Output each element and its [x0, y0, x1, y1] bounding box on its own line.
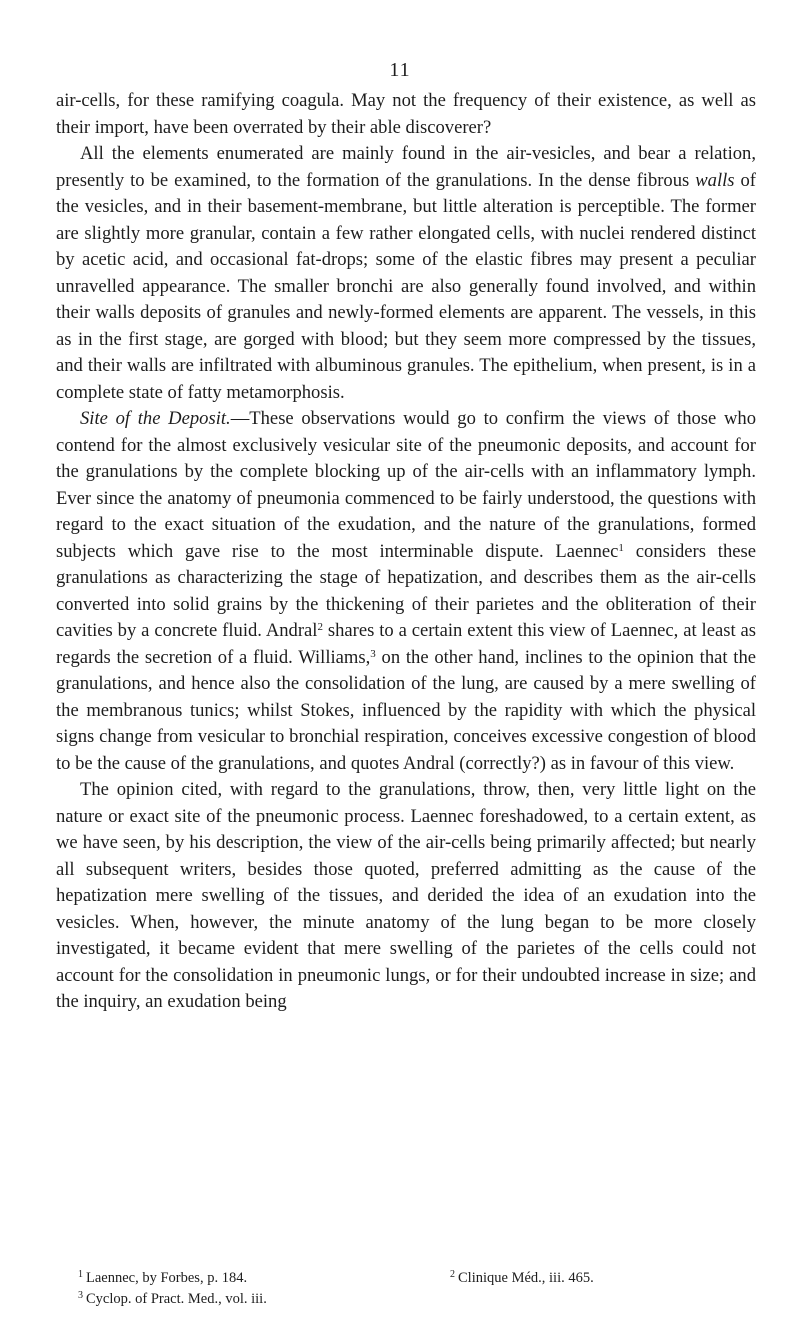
footnote-1-mark: 1 [78, 1269, 83, 1280]
footnote-2 [450, 1268, 758, 1289]
paragraph-1 [56, 88, 756, 141]
footnote-2-text: Clinique Méd., iii. 465. [458, 1270, 594, 1286]
footnote-2-mark: 2 [450, 1269, 455, 1280]
footnote-ref-3: 3 [370, 647, 376, 660]
footnote-ref-2: 2 [317, 621, 323, 633]
paragraph-2 [56, 141, 756, 406]
paragraph-2-text-rest: of the vesicles, and in their basement-membrane, but little alteration is perceptible. The former are slightly more granular, contain a few rather elongated cells, with nuclei rendered distinct by acetic acid, and occasional fat-drops; some of the elastic fibres may present a peculiar unravelled appearance. The smaller bronchi are also generally found involved, and within their walls deposits of granules and newly-formed elements are apparent. The vessels, in this as in the first stage, are gorged with blood; but they seem more compressed by the tissues, and their walls are infiltrated with albuminous granules. The epithelium, when present, is in a complete state of fatty metamorphosis. [56, 169, 756, 403]
section-heading-site-of-deposit: Site of the Deposit. [80, 408, 231, 429]
footnotes [78, 1268, 758, 1310]
footnote-row-2 [78, 1289, 758, 1310]
paragraph-3-text-d: on the other hand, inclines to the opinion that the granulations, and hence also the consolidation of the lung, are caused by a mere swelling of the membranous tunics; whilst Stokes, influenced by the rapidity with which the physical signs change from vesicular to bronchial respiration, conceives excessive congestion of blood to be the cause of the granulations, and quotes Andral (correctly?) as in favour of this view. [56, 646, 756, 774]
paragraph-4-text: The opinion cited, with regard to the granulations, throw, then, very little light on the nature or exact site of the pneumonic process. Laennec foreshadowed, to a certain extent, as we have seen, by his description, the view of the air-cells being primarily affected; but nearly all subsequent writers, besides those quoted, preferred admitting as the cause of the hepatization mere swelling of the tissues, and derided the idea of an exudation into the vesicles. When, however, the minute anatomy of the lung began to be more closely investigated, it became evident that mere swelling of the parietes of the cells could not account for the consolidation in pneumonic lungs, or for their undoubted increase in size; and the inquiry, an exudation being [56, 779, 756, 1012]
paragraph-3-text-a: —These observations would go to confirm the views of those who contend for the almost exclusively vesicular site of the pneumonic deposits, and account for the granulations by the complete blocking up of the air-cells with an inflammatory lymph. Ever since the anatomy of pneumonia commenced to be fairly understood, the questions with regard to the exact situation of the exudation, and the nature of the granulations, formed subjects which gave rise to the most interminable dispute. Laennec [56, 408, 757, 562]
footnote-3 [78, 1289, 450, 1310]
paragraph-4 [56, 777, 756, 1016]
footnote-3-text: Cyclop. of Pract. Med., vol. iii. [86, 1291, 267, 1307]
paragraph-3-text-b: considers these granulations as characterizing the stage of hepatization, and describes them as the air-cells converted into solid grains by the thickening of their parietes and the obliteration of their cavities by a concrete fluid. Andral [56, 540, 756, 641]
body-text [56, 88, 756, 1016]
paragraph-3 [56, 406, 756, 777]
footnote-3-mark: 3 [78, 1290, 83, 1301]
paragraph-1-text: air-cells, for these ramifying coagula. May not the frequency of their existence, as well as their import, have been overrated by their able discoverer? [56, 90, 756, 138]
paragraph-2-text: All the elements enumerated are mainly found in the air-vesicles, and bear a relation, presently to be examined, to the formation of the granulations. In the dense fibrous [56, 143, 756, 191]
page-number: 11 [389, 59, 411, 81]
footnote-ref-1: 1 [618, 541, 624, 554]
paragraph-2-italic-walls: walls [695, 169, 735, 191]
footnote-1-text: Laennec, by Forbes, p. 184. [86, 1270, 248, 1286]
footnote-1 [78, 1268, 450, 1289]
footnote-row-1 [78, 1268, 758, 1289]
paragraph-3-text-c: shares to a certain extent this view of Laennec, at least as regards the secretion of a fluid. Williams, [56, 620, 756, 668]
